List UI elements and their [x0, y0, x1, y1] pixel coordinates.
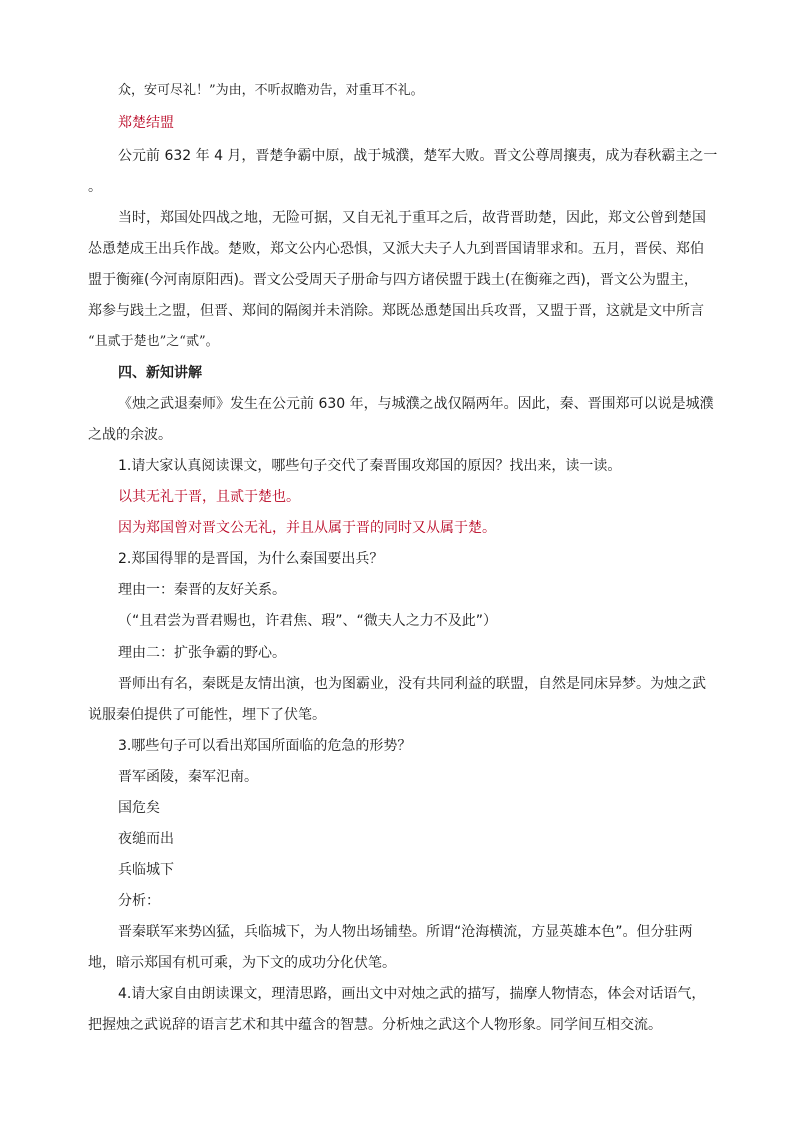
- paragraph-line: 公元前 632 年 4 月，晋楚争霸中原，战于城濮，楚军大败。晋文公尊周攘夷，成为春秋霸主之一: [118, 148, 718, 164]
- quote-line: 兵临城下: [118, 862, 174, 878]
- paragraph-line: 众，安可尽礼！”为由，不听叔瞻劝告，对重耳不礼。: [118, 83, 424, 98]
- reason-2: 理由二：扩张争霸的野心。: [118, 645, 286, 661]
- paragraph-line: 说服秦伯提供了可能性，埋下了伏笔。: [88, 707, 326, 723]
- quote-line: 晋军函陵，秦军氾南。: [118, 769, 258, 785]
- question-4: 4.请大家自由朗读课文，理清思路，画出文中对烛之武的描写，揣摩人物情态，体会对话语气，: [118, 986, 706, 1002]
- paragraph-line: 郑参与践土之盟，但晋、郑间的隔阂并未消除。郑既怂恿楚国出兵攻晋，又盟于晋，这就是文中所言: [88, 303, 704, 319]
- paragraph-line: 当时，郑国处四战之地，无险可据，又自无礼于重耳之后，故背晋助楚，因此，郑文公曾到楚国: [118, 210, 706, 226]
- question-1: 1.请大家认真阅读课文，哪些句子交代了秦晋围攻郑国的原因？找出来，读一读。: [118, 458, 622, 474]
- answer-quote: 以其无礼于晋，且贰于楚也。: [118, 489, 300, 505]
- section-heading-new-knowledge: 四、新知讲解: [118, 365, 202, 381]
- reason-1: 理由一：秦晋的友好关系。: [118, 582, 286, 598]
- paragraph-line: 怂恿楚成王出兵作战。楚败，郑文公内心恐惧，又派大夫子人九到晋国请罪求和。五月，晋侯、郑伯: [88, 241, 704, 257]
- question-2: 2.郑国得罪的是晋国，为什么秦国要出兵？: [118, 551, 384, 567]
- question-3: 3.哪些句子可以看出郑国所面临的危急的形势？: [118, 738, 412, 754]
- answer-explanation: 因为郑国曾对晋文公无礼，并且从属于晋的同时又从属于楚。: [118, 520, 496, 536]
- paragraph-line: 《烛之武退秦师》发生在公元前 630 年，与城濮之战仅隔两年。因此，秦、晋围郑可以说是城濮: [118, 396, 714, 412]
- paragraph-line: “且贰于楚也”之“贰”。: [88, 334, 219, 349]
- analysis-label: 分析：: [118, 893, 160, 909]
- paragraph-line: 晋师出有名，秦既是友情出演，也为图霸业，没有共同利益的联盟，自然是同床异梦。为烛之武: [118, 676, 706, 692]
- paragraph-line: 地，暗示郑国有机可乘，为下文的成功分化伏笔。: [88, 955, 396, 971]
- quote-line: 国危矣: [118, 800, 160, 816]
- section-heading-zheng-chu: 郑楚结盟: [118, 115, 174, 131]
- paragraph-line: 晋秦联军来势凶猛，兵临城下，为人物出场铺垫。所谓“沧海横流，方显英雄本色”。但分驻两: [118, 924, 693, 940]
- paragraph-line: 把握烛之武说辞的语言艺术和其中蕴含的智慧。分析烛之武这个人物形象。同学间互相交流。: [88, 1017, 662, 1033]
- paragraph-line: 盟于衡雍(今河南原阳西)。晋文公受周天子册命与四方诸侯盟于践土(在衡雍之西)，晋文公为盟主，: [88, 272, 698, 288]
- quote-line: 夜缒而出: [118, 831, 174, 847]
- reason-1-quote: （“且君尝为晋君赐也，许君焦、瑕”、“微夫人之力不及此”）: [118, 613, 498, 629]
- paragraph-line: 之战的余波。: [88, 427, 172, 443]
- paragraph-line: 。: [88, 179, 102, 195]
